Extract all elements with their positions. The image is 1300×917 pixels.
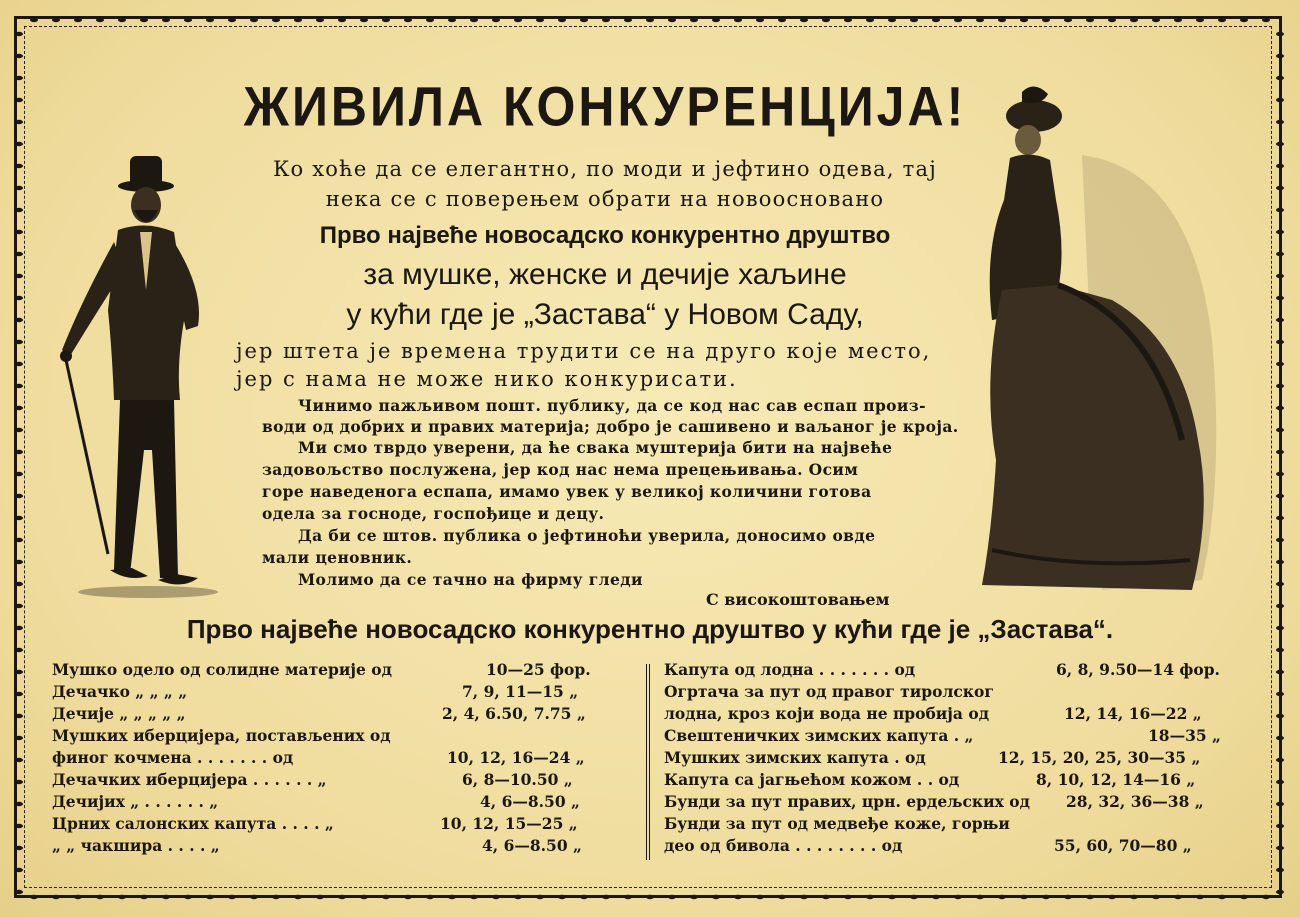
price-item: Капута од лодна . . . . . . . од: [664, 660, 916, 679]
price-value: 8, 10, 12, 14—16 „: [1036, 770, 1196, 789]
company-line: Прво највеће новосадско конкурентно друштво: [319, 222, 891, 249]
intro-line-2: нека се с поверењем обрати на новоосновано: [325, 187, 885, 211]
price-value: 12, 15, 20, 25, 30—35 „: [998, 748, 1201, 767]
body-line-2: води од добрих и правих материја; добро је сашивено и ваљаног је кроја.: [262, 417, 959, 436]
price-item: део од бивола . . . . . . . . од: [664, 836, 903, 855]
price-value: 55, 60, 70—80 „: [1054, 836, 1192, 855]
price-item: Капута са јагњећом кожом . . од: [664, 770, 960, 789]
body-line-3: Ми смо тврдо уверени, да ће свака муштерија бити на највеће: [298, 438, 893, 457]
price-value: 10, 12, 15—25 „: [440, 814, 578, 833]
price-item: Свештеничких зимских капута . „: [664, 726, 974, 745]
price-item: Бунди за пут правих, црн. ердељских од: [664, 792, 1030, 811]
clothes-line: за мушке, женске и дечије хаљине: [363, 258, 847, 291]
body-line-9: Молимо да се тачно на фирму гледи: [298, 570, 643, 589]
intro-line-1: Ко хоће да се елегантно, по моди и јефтино одева, тај: [273, 157, 937, 181]
lady-figure-icon: [962, 80, 1232, 605]
price-value: 18—35 „: [1148, 726, 1221, 745]
price-item: лодна, кроз који вода не пробија од: [664, 704, 990, 723]
price-item: Црних салонских капута . . . . „: [52, 814, 334, 833]
price-item: Мушко одело од солидне материје од: [52, 660, 392, 679]
price-value: 6, 8, 9.50—14 фор.: [1056, 660, 1220, 679]
gentleman-figure-icon: [48, 150, 228, 600]
price-item: Мушких иберцијера, постављених од: [52, 726, 391, 745]
price-item: Огртача за пут од правог тиролског: [664, 682, 994, 701]
price-item: Дечачких иберцијера . . . . . . „: [52, 770, 327, 789]
price-value: 6, 8—10.50 „: [462, 770, 573, 789]
body-line-4: задовољство послужена, јер код нас нема прецењивања. Осим: [262, 460, 859, 479]
price-item: Дечачко „ „ „ „: [52, 682, 188, 701]
price-value: 7, 9, 11—15 „: [462, 682, 579, 701]
reason-line-1: јер штета је времена трудити се на друго које место,: [236, 339, 932, 363]
price-value: 10, 12, 16—24 „: [447, 748, 585, 767]
body-line-8: мали ценовник.: [262, 548, 413, 567]
price-item: Мушких зимских капута . од: [664, 748, 926, 767]
body-line-1: Чинимо пажљивом пошт. публику, да се код нас сав еспап произ-: [298, 396, 926, 415]
price-value: 10—25 фор.: [486, 660, 591, 679]
price-value: 28, 32, 36—38 „: [1066, 792, 1204, 811]
body-line-5: горе наведенога еспапа, имамо увек у великој количини готова: [262, 482, 872, 501]
price-value: 4, 6—8.50 „: [482, 836, 582, 855]
price-value: 2, 4, 6.50, 7.75 „: [442, 704, 586, 723]
headline: ЖИВИЛА КОНКУРЕНЦИЈА!: [243, 75, 967, 138]
reason-line-2: јер с нама не може нико конкурисати.: [236, 367, 738, 391]
price-value: 4, 6—8.50 „: [480, 792, 580, 811]
price-item: „ „ чакшира . . . . „: [52, 836, 220, 855]
body-line-6: одела за госноде, госпођице и децу.: [262, 504, 605, 523]
price-item: финог кочмена . . . . . . . од: [52, 748, 294, 767]
price-item: Дечијих „ . . . . . . „: [52, 792, 219, 811]
price-item: Бунди за пут од медвеђе коже, горњи: [664, 814, 1010, 833]
price-item: Дечије „ „ „ „ „: [52, 704, 186, 723]
body-line-7: Да би се штов. публика о јефтиноћи уверила, доносимо овде: [298, 526, 876, 545]
signature: С високоштовањем: [706, 590, 890, 609]
footer-company-line: Прво највеће новосадско конкурентно друштво у кући где је „Застава“.: [186, 614, 1114, 644]
price-value: 12, 14, 16—22 „: [1064, 704, 1202, 723]
house-line: у кући где је „Застава“ у Новом Саду,: [346, 298, 864, 331]
price-list-divider: [646, 664, 650, 860]
